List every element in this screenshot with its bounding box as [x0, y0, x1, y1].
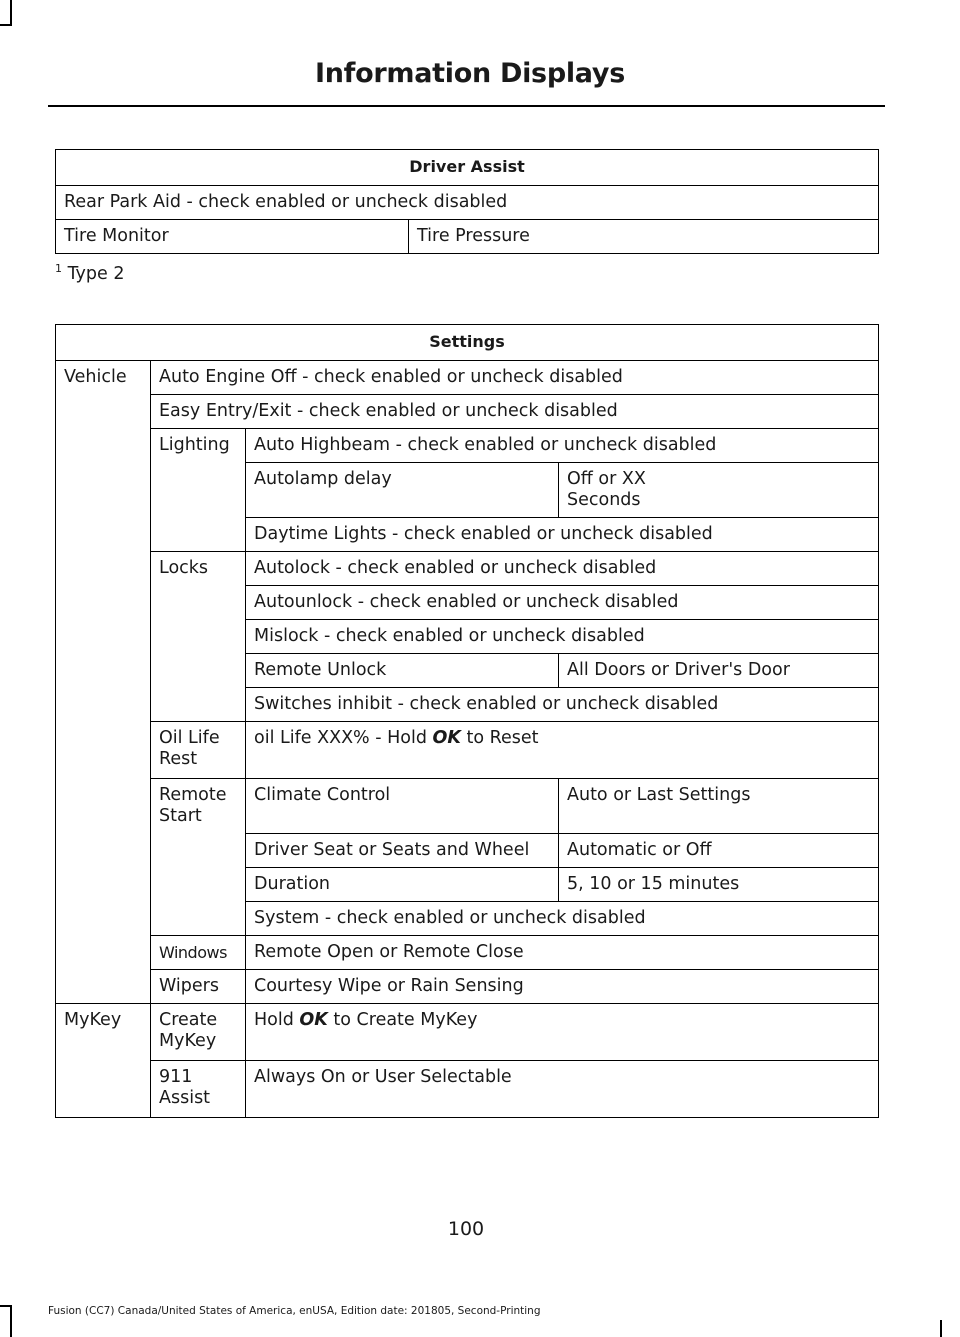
- oil-life-line-2: Rest: [159, 749, 198, 769]
- autolamp-value-line-1: Off or XX: [567, 469, 646, 489]
- autolamp-value-line-2: Seconds: [567, 490, 641, 510]
- page-title: Information Displays: [315, 58, 625, 89]
- mislock-cell: Mislock - check enabled or uncheck disabled: [246, 620, 879, 654]
- table-row: [56, 518, 879, 552]
- driver-seat-value-cell: Automatic or Off: [559, 833, 879, 867]
- autolamp-delay-cell: Autolamp delay: [246, 463, 559, 518]
- remote-unlock-value-cell: All Doors or Driver's Door: [559, 654, 879, 688]
- table-row: [56, 552, 879, 586]
- table-row: [56, 779, 879, 834]
- table-row: [56, 722, 879, 779]
- create-mykey-text: to Create MyKey: [327, 1009, 478, 1030]
- settings-table: [55, 324, 879, 1118]
- oil-life-cell: [151, 722, 246, 779]
- crop-mark: [0, 24, 12, 26]
- settings-heading: Settings: [56, 325, 879, 361]
- oil-life-reset-text: to Reset: [460, 728, 539, 748]
- duration-value-cell: 5, 10 or 15 minutes: [559, 867, 879, 901]
- table-row: [56, 150, 879, 186]
- table-row: [56, 620, 879, 654]
- table-row: [56, 220, 879, 254]
- table-row: [56, 325, 879, 361]
- title-divider: [48, 105, 885, 107]
- oil-life-text: oil Life XXX% - Hold: [254, 728, 433, 748]
- table-row: [56, 969, 879, 1003]
- table-row: [56, 395, 879, 429]
- footnote: [55, 262, 124, 284]
- assist-line-2: Assist: [159, 1087, 211, 1108]
- table-row: [56, 867, 879, 901]
- tire-monitor-cell: Tire Monitor: [56, 220, 409, 254]
- create-mykey-line-1: Create: [159, 1009, 218, 1030]
- autolock-cell: Autolock - check enabled or uncheck disabled: [246, 552, 879, 586]
- driver-assist-heading: Driver Assist: [56, 150, 879, 186]
- create-mykey-value-cell: [246, 1003, 879, 1060]
- create-mykey-line-2: MyKey: [159, 1030, 217, 1051]
- crop-mark: [10, 0, 12, 26]
- footer-text: Fusion (CC7) Canada/United States of America, enUSA, Edition date: 201805, Second-Printing: [48, 1305, 541, 1317]
- climate-control-value-cell: Auto or Last Settings: [559, 779, 879, 834]
- tire-pressure-cell: Tire Pressure: [409, 220, 879, 254]
- locks-cell: Locks: [151, 552, 246, 586]
- driver-assist-table: [55, 149, 879, 254]
- assist-line-1: 911: [159, 1066, 193, 1087]
- remote-start-line-1: Remote: [159, 785, 227, 805]
- table-row: [56, 186, 879, 220]
- driver-seat-cell: Driver Seat or Seats and Wheel: [246, 833, 559, 867]
- table-row: [56, 361, 879, 395]
- autolamp-value-cell: [559, 463, 879, 518]
- crop-mark: [0, 1305, 12, 1307]
- create-mykey-cell: [151, 1003, 246, 1060]
- crop-mark: [940, 1320, 942, 1337]
- table-row: [56, 429, 879, 463]
- climate-control-cell: Climate Control: [246, 779, 559, 834]
- remote-unlock-cell: Remote Unlock: [246, 654, 559, 688]
- remote-start-cell: [151, 779, 246, 834]
- table-row: [56, 833, 879, 867]
- lighting-cell: Lighting: [151, 429, 246, 463]
- easy-entry-cell: Easy Entry/Exit - check enabled or uncheck disabled: [151, 395, 879, 429]
- table-row: [56, 1003, 879, 1060]
- footnote-marker: 1: [55, 262, 62, 275]
- assist-value-cell: Always On or User Selectable: [246, 1060, 879, 1117]
- table-row: [56, 654, 879, 688]
- oil-life-reset-cell: [246, 722, 879, 779]
- table-row: [56, 586, 879, 620]
- table-row: [56, 463, 879, 518]
- footnote-text: Type 2: [67, 263, 125, 284]
- crop-mark: [10, 1305, 12, 1337]
- rear-park-aid-cell: Rear Park Aid - check enabled or uncheck disabled: [56, 186, 879, 220]
- table-row: [56, 901, 879, 935]
- mykey-cell: MyKey: [56, 1003, 151, 1060]
- table-row: [56, 1060, 879, 1117]
- duration-cell: Duration: [246, 867, 559, 901]
- ok-label: OK: [299, 1009, 328, 1030]
- daytime-lights-cell: Daytime Lights - check enabled or uncheck disabled: [246, 518, 879, 552]
- system-cell: System - check enabled or uncheck disabled: [246, 901, 879, 935]
- oil-life-line-1: Oil Life: [159, 728, 220, 748]
- ok-label: OK: [432, 728, 461, 748]
- auto-highbeam-cell: Auto Highbeam - check enabled or uncheck disabled: [246, 429, 879, 463]
- switches-inhibit-cell: Switches inhibit - check enabled or uncheck disabled: [246, 688, 879, 722]
- hold-text: Hold: [254, 1009, 300, 1030]
- vehicle-cell: Vehicle: [56, 361, 151, 395]
- windows-cell: Windows: [151, 935, 246, 969]
- table-row: [56, 935, 879, 969]
- wipers-cell: Wipers: [151, 969, 246, 1003]
- table-row: [56, 688, 879, 722]
- remote-start-line-2: Start: [159, 806, 202, 826]
- wipers-value-cell: Courtesy Wipe or Rain Sensing: [246, 969, 879, 1003]
- windows-value-cell: Remote Open or Remote Close: [246, 935, 879, 969]
- assist-cell: [151, 1060, 246, 1117]
- auto-engine-off-cell: Auto Engine Off - check enabled or uncheck disabled: [151, 361, 879, 395]
- autounlock-cell: Autounlock - check enabled or uncheck disabled: [246, 586, 879, 620]
- page-number: 100: [447, 1218, 485, 1240]
